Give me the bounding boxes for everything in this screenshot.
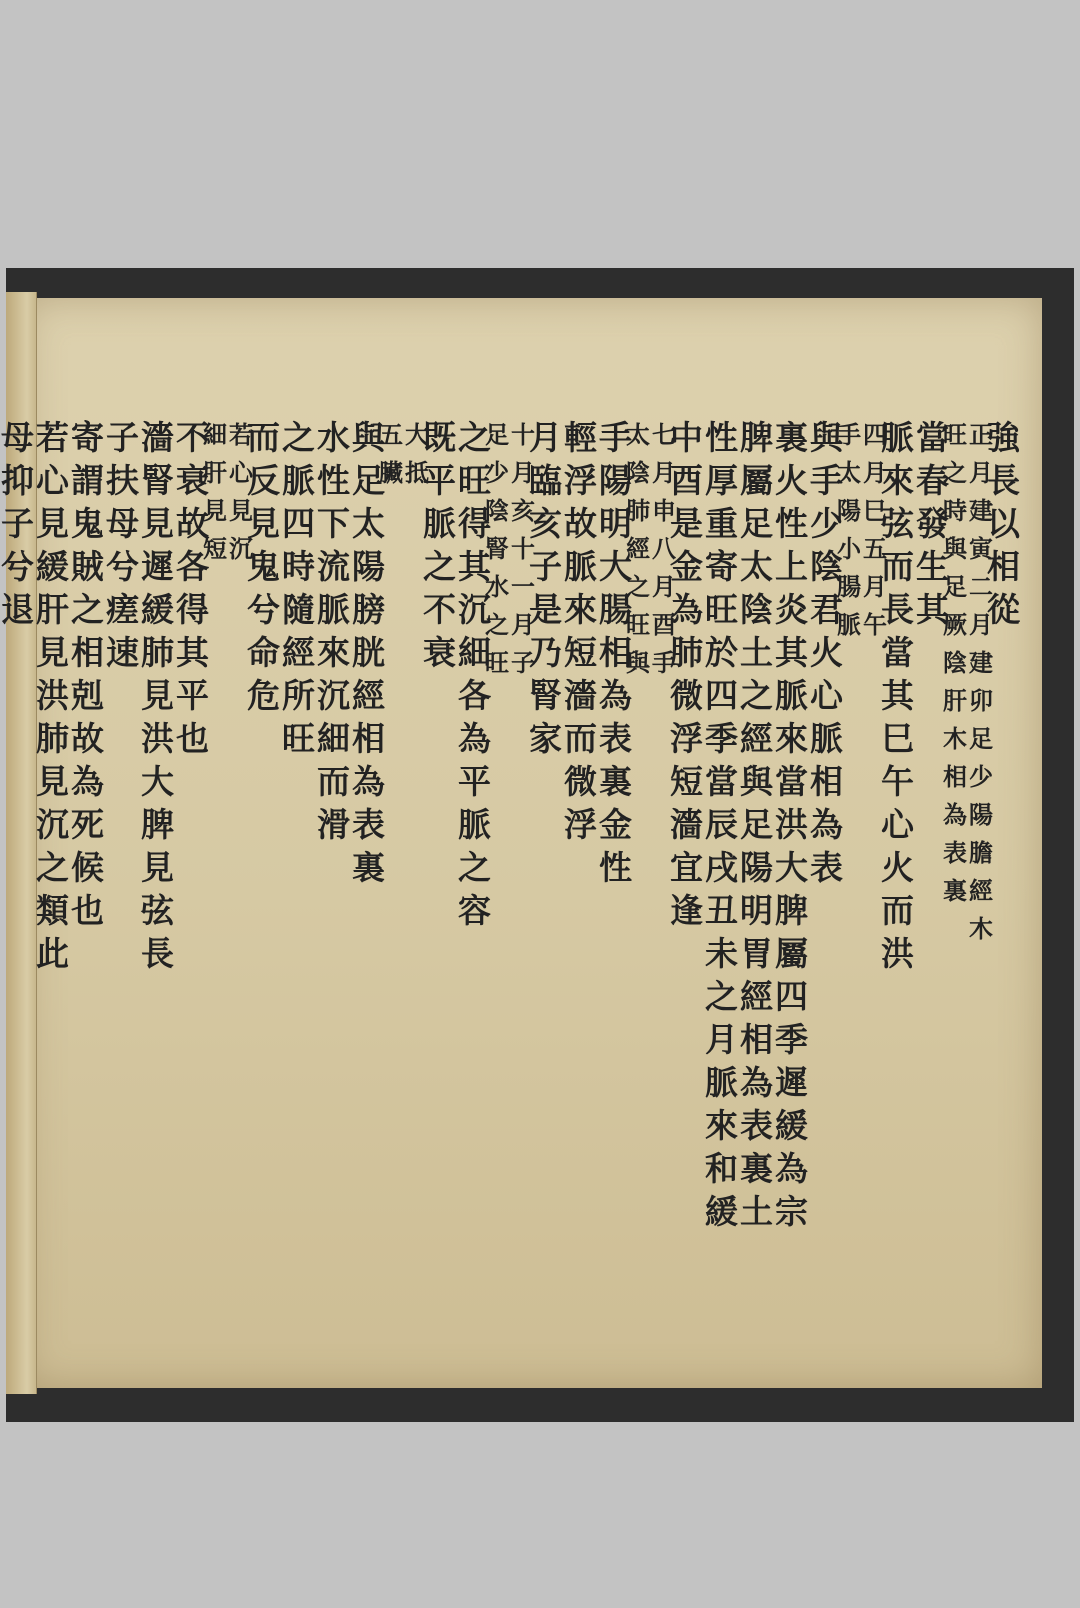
- main-text: 中 酉 是 金 為 肺 微 浮 短 濇 宜 逢: [670, 418, 703, 930]
- text-column: [106, 416, 139, 1326]
- text-column: [1, 416, 34, 1326]
- main-text: 脈 來 弦 而 長 當 其 巳 午 心 火 而 洪: [881, 418, 914, 973]
- main-text: 母 抑 子 兮 退: [1, 418, 34, 629]
- text-column: [352, 416, 385, 1326]
- text-column: [670, 416, 703, 1326]
- commentary-line: 五 臟: [379, 420, 403, 487]
- text-column: [837, 416, 887, 1326]
- main-text: 當 春 發 生 其: [916, 418, 949, 629]
- text-column: [379, 416, 429, 1326]
- text-column: [317, 416, 350, 1326]
- text-column: [36, 416, 69, 1326]
- text-column: [943, 416, 993, 1326]
- main-text: 與 足 太 陽 膀 胱 經 相 為 表 裏: [352, 418, 385, 887]
- main-text: 水 性 下 流 脈 來 沉 細 而 滑: [317, 418, 350, 844]
- commentary-line: 若 心 見 沉: [229, 420, 253, 563]
- main-text: 性 厚 重 寄 旺 於 四 季 當 辰 戌 丑 未 之 月 脈 來 和 緩: [705, 418, 738, 1231]
- main-text: 若 心 見 緩 肝 見 洪 肺 見 沉 之 類 此: [36, 418, 69, 973]
- commentary-line: 大 抵: [405, 420, 429, 487]
- main-text: 子 扶 母 兮 瘥 速: [106, 418, 139, 672]
- text-column: [740, 416, 773, 1326]
- commentary-note: [626, 416, 676, 682]
- main-text: 輕 浮 故 脈 來 短 濇 而 微 浮: [564, 418, 597, 844]
- commentary-note: [203, 416, 253, 568]
- main-text: 寄 謂 鬼 賊 之 相 剋 故 為 死 候 也: [71, 418, 104, 930]
- main-text: 既 平 脈 之 不 衰: [423, 418, 456, 672]
- main-text: 而 反 見 鬼 兮 命 危: [247, 418, 280, 715]
- commentary-line: 太 陰 肺 經 之 旺 與: [626, 420, 650, 677]
- text-column: [203, 416, 253, 1326]
- commentary-line: 手 太 陽 小 腸 脈: [837, 420, 861, 639]
- text-column: [282, 416, 315, 1326]
- commentary-note: [485, 416, 535, 682]
- commentary-line: 細 肝 見 短: [203, 420, 227, 563]
- text-column: [775, 416, 808, 1326]
- main-text: 與 手 少 陰 君 火 心 脈 相 為 表: [810, 418, 843, 887]
- commentary-note: [379, 416, 429, 492]
- commentary-line: 七 月 申 八 月 酉 手: [652, 420, 676, 677]
- main-text: 強 長 以 相 從: [987, 418, 1020, 629]
- main-text: 之 脈 四 時 隨 經 所 旺: [282, 418, 315, 758]
- text-column: [141, 416, 174, 1326]
- main-text: 之 旺 得 其 沉 細 各 為 平 脈 之 容: [458, 418, 491, 930]
- commentary-note: [943, 416, 993, 948]
- text-column: [485, 416, 535, 1326]
- text-column: [987, 416, 1020, 1326]
- commentary-line: 十 月 亥 十 一 月 子: [511, 420, 535, 677]
- main-text: 手 陽 明 大 腸 相 為 表 裏 金 性: [599, 418, 632, 887]
- main-text: 月 臨 亥 子 是 乃 腎 家: [529, 418, 562, 758]
- main-text: 脾 屬 足 太 陰 土 之 經 與 足 陽 明 胃 經 相 為 表 裏 土: [740, 418, 773, 1231]
- text-column: [626, 416, 676, 1326]
- text-column: [529, 416, 562, 1326]
- text-column: [247, 416, 280, 1326]
- main-text: 不 衰 故 各 得 其 平 也: [176, 418, 209, 758]
- commentary-note: [837, 416, 887, 644]
- commentary-line: 四 月 巳 五 月 午: [863, 420, 887, 639]
- commentary-line: 旺 之 時 與 足 厥 陰 肝 木 相 為 表 裏: [943, 420, 967, 905]
- text-column: [881, 416, 914, 1326]
- main-text: 裏 火 性 上 炎 其 脈 來 當 洪 大 脾 屬 四 季 遲 緩 為 宗: [775, 418, 808, 1231]
- text-column: [71, 416, 104, 1326]
- text-column: [423, 416, 456, 1326]
- main-text: 濇 腎 見 遲 緩 肺 見 洪 大 脾 見 弦 長: [141, 418, 174, 973]
- classical-text-block: [1, 416, 1020, 1326]
- text-column: [705, 416, 738, 1326]
- text-column: [564, 416, 597, 1326]
- commentary-line: 正 月 建 寅 二 月 建 卯 足 少 陽 膽 經 木: [969, 420, 993, 943]
- commentary-line: 足 少 陰 腎 水 之 旺: [485, 420, 509, 677]
